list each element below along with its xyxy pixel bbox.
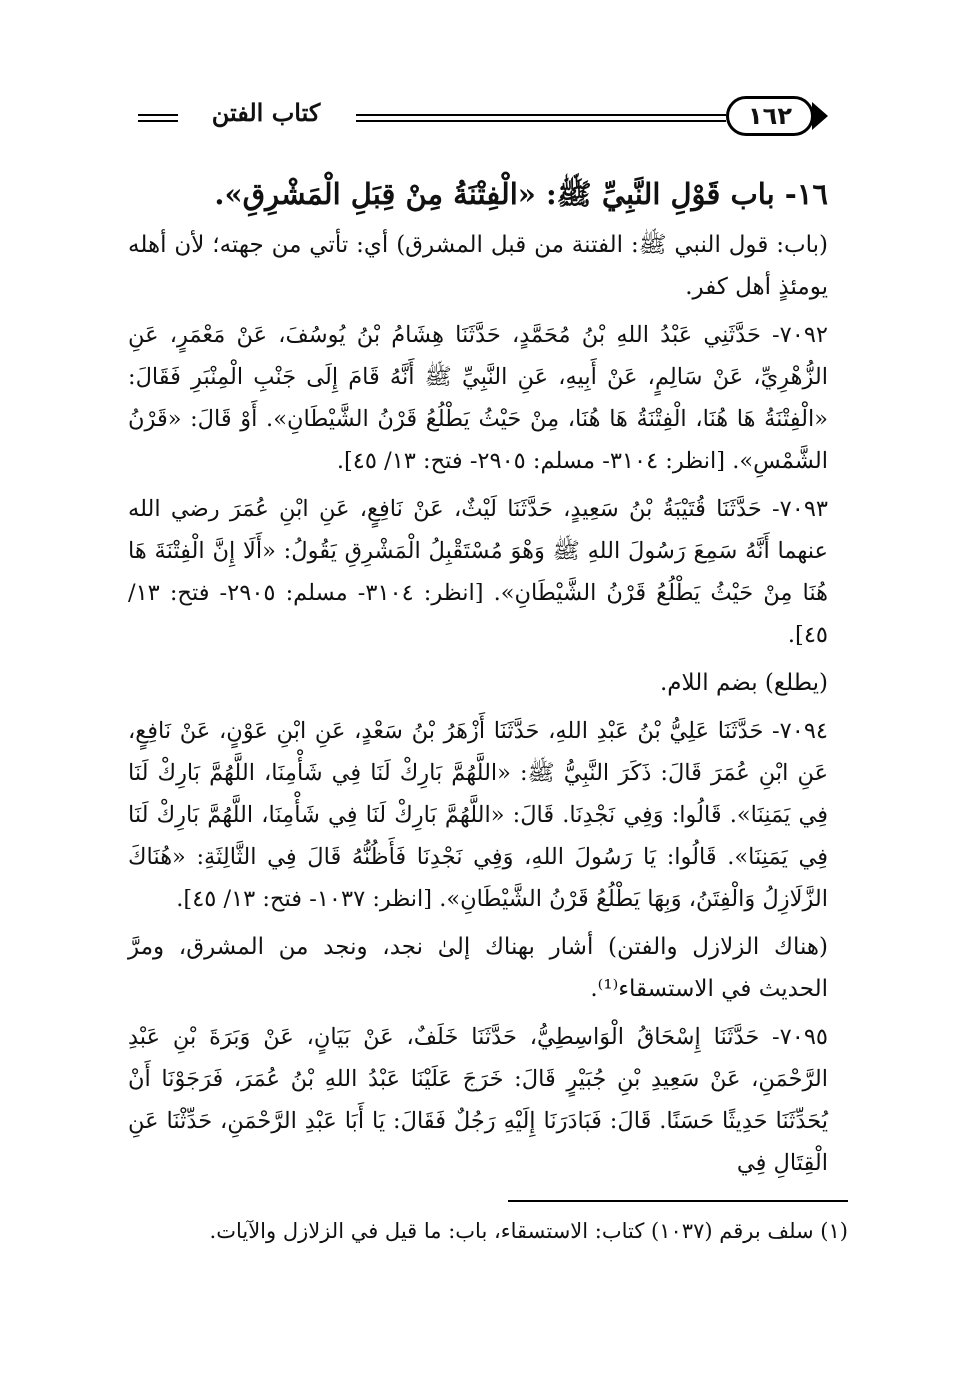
commentary-paragraph: (هناك الزلازل والفتن) أشار بهناك إلىٰ نجد، ونجد من المشرق، ومرَّ الحديث في الاستسقاء⁽¹⁾. xyxy=(128,934,828,1002)
hadith-7092: ٧٠٩٢- حَدَّثَنِي عَبْدُ اللهِ بْنُ مُحَمَّدٍ، حَدَّثَنَا هِشَامُ بْنُ يُوسُفَ، عَنْ مَعْمَرٍ، عَنِ الزُّهْرِيِّ، عَنْ سَالِمٍ، عَنْ أَبِيهِ، عَنِ النَّبِيِّ ﷺ أَنَّهُ قَامَ إِلَى جَنْبِ الْمِنْبَرِ فَقَالَ: «الْفِتْنَةُ هَا هُنَا، الْفِتْنَةُ هَا هُنَا، مِنْ حَيْثُ يَطْلُعُ قَرْنُ الشَّيْطَانِ». أَوْ قَالَ: «قَرْنُ الشَّمْسِ». [انظر: ٣١٠٤- مسلم: ٢٩٠٥- فتح: ١٣/ ٤٥]. xyxy=(128,322,828,474)
commentary-paragraph: (باب: قول النبي ﷺ: الفتنة من قبل المشرق) أي: تأتي من جهته؛ لأن أهله يومئذٍ أهل كفر. xyxy=(128,232,828,300)
main-text xyxy=(128,168,828,1190)
hadith-7095: ٧٠٩٥- حَدَّثَنَا إِسْحَاقُ الْوَاسِطِيُّ، حَدَّثَنَا خَلَفٌ، عَنْ بَيَانٍ، عَنْ وَبَرَةَ بْنِ عَبْدِ الرَّحْمَنِ، عَنْ سَعِيدِ بْنِ جُبَيْرٍ قَالَ: خَرَجَ عَلَيْنَا عَبْدُ اللهِ بْنُ عُمَرَ، فَرَجَوْنَا أَنْ يُحَدِّثَنَا حَدِيثًا حَسَنًا. قَالَ: فَبَادَرَنَا إِلَيْهِ رَجُلٌ فَقَالَ: يَا أَبَا عَبْدِ الرَّحْمَنِ، حَدِّثْنَا عَنِ الْقِتَالِ فِي xyxy=(128,1024,828,1176)
book-title: كتاب الفتن xyxy=(211,98,321,127)
commentary-paragraph: (يطلع) بضم اللام. xyxy=(659,670,828,696)
footnote-divider xyxy=(508,1200,848,1202)
header-rule-left xyxy=(138,114,178,122)
hadith-7094: ٧٠٩٤- حَدَّثَنَا عَلِيُّ بْنُ عَبْدِ اللهِ، حَدَّثَنَا أَزْهَرُ بْنُ سَعْدٍ، عَنِ ابْنِ عَوْنٍ، عَنْ نَافِعٍ، عَنِ ابْنِ عُمَرَ قَالَ: ذَكَرَ النَّبِيُّ ﷺ: «اللَّهُمَّ بَارِكْ لَنَا فِي شَأْمِنَا، اللَّهُمَّ بَارِكْ لَنَا فِي يَمَنِنَا». قَالُوا: وَفِي نَجْدِنَا. قَالَ: «اللَّهُمَّ بَارِكْ لَنَا فِي شَأْمِنَا، اللَّهُمَّ بَارِكْ لَنَا فِي يَمَنِنَا». قَالُوا: يَا رَسُولَ اللهِ، وَفِي نَجْدِنَا فَأَظُنُّهُ قَالَ فِي الثَّالِثَةِ: «هُنَاكَ الزَّلَازِلُ وَالْفِتَنُ، وَبِهَا يَطْلُعُ قَرْنُ الشَّيْطَانِ». [انظر: ١٠٣٧- فتح: ١٣/ ٤٥]. xyxy=(128,718,828,912)
page-header xyxy=(130,92,830,142)
hadith-7093: ٧٠٩٣- حَدَّثَنَا قُتَيْبَةُ بْنُ سَعِيدٍ، حَدَّثَنَا لَيْثٌ، عَنْ نَافِعٍ، عَنِ ابْنِ عُمَرَ رضي الله عنهما أَنَّهُ سَمِعَ رَسُولَ اللهِ ﷺ وَهْوَ مُسْتَقْبِلُ الْمَشْرِقِ يَقُولُ: «أَلَا إِنَّ الْفِتْنَةَ هَا هُنَا مِنْ حَيْثُ يَطْلُعُ قَرْنُ الشَّيْطَانِ». [انظر: ٣١٠٤- مسلم: ٢٩٠٥- فتح: ١٣/ ٤٥]. xyxy=(128,496,828,648)
chapter-heading: ١٦- باب قَوْلِ النَّبِيِّ ﷺ: «الْفِتْنَةُ مِنْ قِبَلِ الْمَشْرِقِ». xyxy=(214,177,828,211)
page-number: ١٦٢ xyxy=(726,96,814,136)
footnote: (١) سلف برقم (١٠٣٧) كتاب: الاستسقاء، باب: ما قيل في الزلازل والآيات. xyxy=(209,1219,848,1243)
page-number-arrow xyxy=(812,102,828,130)
header-rule-middle xyxy=(356,114,726,122)
